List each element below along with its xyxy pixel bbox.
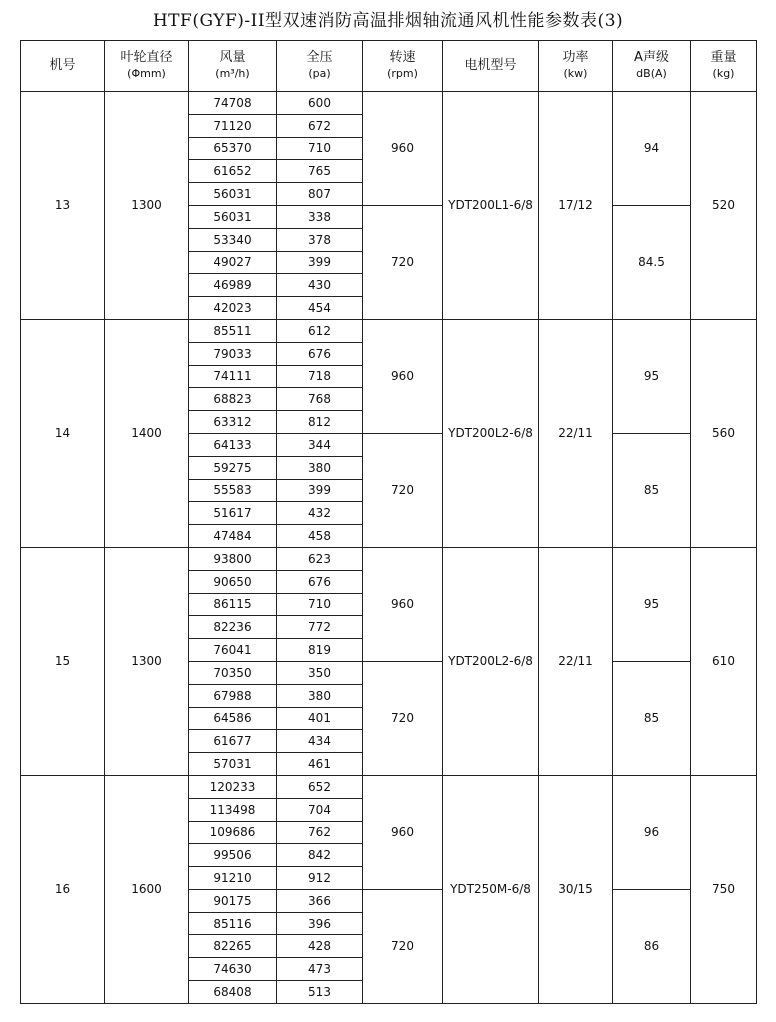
table-body xyxy=(21,92,757,1004)
pressure-cell: 807 xyxy=(277,183,363,206)
flow-cell: 51617 xyxy=(189,502,277,525)
pressure-cell: 812 xyxy=(277,411,363,434)
pressure-cell: 652 xyxy=(277,775,363,798)
page-title: HTF(GYF)-II型双速消防高温排烟轴流通风机性能参数表(3) xyxy=(152,11,624,31)
pressure-cell: 461 xyxy=(277,753,363,776)
header-cell-speed: 转速 (rpm) xyxy=(363,41,443,92)
noise-cell: 85 xyxy=(613,661,691,775)
pressure-cell: 600 xyxy=(277,92,363,115)
flow-cell: 70350 xyxy=(189,661,277,684)
pressure-cell: 710 xyxy=(277,137,363,160)
header-cell-weight: 重量 (kg) xyxy=(691,41,757,92)
flow-cell: 64586 xyxy=(189,707,277,730)
flow-cell: 63312 xyxy=(189,411,277,434)
pressure-cell: 432 xyxy=(277,502,363,525)
pressure-cell: 401 xyxy=(277,707,363,730)
pressure-cell: 378 xyxy=(277,228,363,251)
pressure-cell: 428 xyxy=(277,935,363,958)
noise-cell: 94 xyxy=(613,92,691,206)
flow-cell: 90650 xyxy=(189,570,277,593)
speed-cell: 960 xyxy=(363,775,443,889)
motor-cell: YDT200L1-6/8 xyxy=(443,92,539,320)
noise-cell: 84.5 xyxy=(613,205,691,319)
flow-cell: 79033 xyxy=(189,342,277,365)
pressure-cell: 430 xyxy=(277,274,363,297)
noise-cell: 86 xyxy=(613,889,691,1003)
flow-cell: 47484 xyxy=(189,525,277,548)
flow-cell: 82236 xyxy=(189,616,277,639)
pressure-cell: 473 xyxy=(277,958,363,981)
pressure-cell: 672 xyxy=(277,114,363,137)
pressure-cell: 513 xyxy=(277,981,363,1004)
table-row xyxy=(21,775,757,798)
pressure-cell: 380 xyxy=(277,684,363,707)
model-cell: 14 xyxy=(21,319,105,547)
flow-cell: 59275 xyxy=(189,456,277,479)
header-cell-power: 功率 (kw) xyxy=(539,41,613,92)
flow-cell: 93800 xyxy=(189,547,277,570)
weight-cell: 610 xyxy=(691,547,757,775)
flow-cell: 64133 xyxy=(189,433,277,456)
pressure-cell: 344 xyxy=(277,433,363,456)
speed-cell: 720 xyxy=(363,205,443,319)
header-cell-flow: 风量 (m³/h) xyxy=(189,41,277,92)
flow-cell: 109686 xyxy=(189,821,277,844)
flow-cell: 61677 xyxy=(189,730,277,753)
pressure-cell: 350 xyxy=(277,661,363,684)
noise-cell: 96 xyxy=(613,775,691,889)
speed-cell: 720 xyxy=(363,433,443,547)
speed-cell: 960 xyxy=(363,92,443,206)
flow-cell: 120233 xyxy=(189,775,277,798)
pressure-cell: 819 xyxy=(277,639,363,662)
header-cell-model: 机号 xyxy=(21,41,105,92)
flow-cell: 68823 xyxy=(189,388,277,411)
pressure-cell: 454 xyxy=(277,297,363,320)
diameter-cell: 1600 xyxy=(105,775,189,1003)
power-cell: 22/11 xyxy=(539,319,613,547)
power-cell: 22/11 xyxy=(539,547,613,775)
power-cell: 17/12 xyxy=(539,92,613,320)
header-cell-diameter: 叶轮直径 (Φmm) xyxy=(105,41,189,92)
header-row xyxy=(21,41,757,92)
weight-cell: 520 xyxy=(691,92,757,320)
noise-cell: 95 xyxy=(613,547,691,661)
motor-cell: YDT200L2-6/8 xyxy=(443,547,539,775)
model-cell: 15 xyxy=(21,547,105,775)
diameter-cell: 1300 xyxy=(105,92,189,320)
flow-cell: 61652 xyxy=(189,160,277,183)
speed-cell: 960 xyxy=(363,547,443,661)
pressure-cell: 399 xyxy=(277,251,363,274)
pressure-cell: 710 xyxy=(277,593,363,616)
flow-cell: 53340 xyxy=(189,228,277,251)
flow-cell: 71120 xyxy=(189,114,277,137)
pressure-cell: 434 xyxy=(277,730,363,753)
header-cell-motor: 电机型号 xyxy=(443,41,539,92)
pressure-cell: 676 xyxy=(277,570,363,593)
pressure-cell: 762 xyxy=(277,821,363,844)
flow-cell: 46989 xyxy=(189,274,277,297)
flow-cell: 56031 xyxy=(189,205,277,228)
flow-cell: 113498 xyxy=(189,798,277,821)
pressure-cell: 623 xyxy=(277,547,363,570)
weight-cell: 750 xyxy=(691,775,757,1003)
pressure-cell: 772 xyxy=(277,616,363,639)
speed-cell: 960 xyxy=(363,319,443,433)
pressure-cell: 399 xyxy=(277,479,363,502)
pressure-cell: 676 xyxy=(277,342,363,365)
flow-cell: 82265 xyxy=(189,935,277,958)
flow-cell: 65370 xyxy=(189,137,277,160)
header-cell-noise: A声级 dB(A) xyxy=(613,41,691,92)
noise-cell: 85 xyxy=(613,433,691,547)
weight-cell: 560 xyxy=(691,319,757,547)
flow-cell: 68408 xyxy=(189,981,277,1004)
model-cell: 13 xyxy=(21,92,105,320)
pressure-cell: 768 xyxy=(277,388,363,411)
diameter-cell: 1400 xyxy=(105,319,189,547)
flow-cell: 76041 xyxy=(189,639,277,662)
pressure-cell: 396 xyxy=(277,912,363,935)
flow-cell: 91210 xyxy=(189,867,277,890)
flow-cell: 74708 xyxy=(189,92,277,115)
flow-cell: 57031 xyxy=(189,753,277,776)
table-row xyxy=(21,92,757,115)
pressure-cell: 338 xyxy=(277,205,363,228)
flow-cell: 56031 xyxy=(189,183,277,206)
flow-cell: 86115 xyxy=(189,593,277,616)
pressure-cell: 366 xyxy=(277,889,363,912)
pressure-cell: 704 xyxy=(277,798,363,821)
speed-cell: 720 xyxy=(363,889,443,1003)
flow-cell: 74630 xyxy=(189,958,277,981)
pressure-cell: 380 xyxy=(277,456,363,479)
fan-performance-table xyxy=(20,40,757,1004)
pressure-cell: 765 xyxy=(277,160,363,183)
power-cell: 30/15 xyxy=(539,775,613,1003)
flow-cell: 85116 xyxy=(189,912,277,935)
table-row xyxy=(21,547,757,570)
noise-cell: 95 xyxy=(613,319,691,433)
flow-cell: 85511 xyxy=(189,319,277,342)
flow-cell: 90175 xyxy=(189,889,277,912)
flow-cell: 74111 xyxy=(189,365,277,388)
flow-cell: 55583 xyxy=(189,479,277,502)
pressure-cell: 718 xyxy=(277,365,363,388)
flow-cell: 99506 xyxy=(189,844,277,867)
header-cell-pressure: 全压 (pa) xyxy=(277,41,363,92)
table-row xyxy=(21,319,757,342)
diameter-cell: 1300 xyxy=(105,547,189,775)
pressure-cell: 842 xyxy=(277,844,363,867)
pressure-cell: 612 xyxy=(277,319,363,342)
speed-cell: 720 xyxy=(363,661,443,775)
model-cell: 16 xyxy=(21,775,105,1003)
flow-cell: 42023 xyxy=(189,297,277,320)
motor-cell: YDT250M-6/8 xyxy=(443,775,539,1003)
flow-cell: 67988 xyxy=(189,684,277,707)
pressure-cell: 912 xyxy=(277,867,363,890)
flow-cell: 49027 xyxy=(189,251,277,274)
motor-cell: YDT200L2-6/8 xyxy=(443,319,539,547)
pressure-cell: 458 xyxy=(277,525,363,548)
